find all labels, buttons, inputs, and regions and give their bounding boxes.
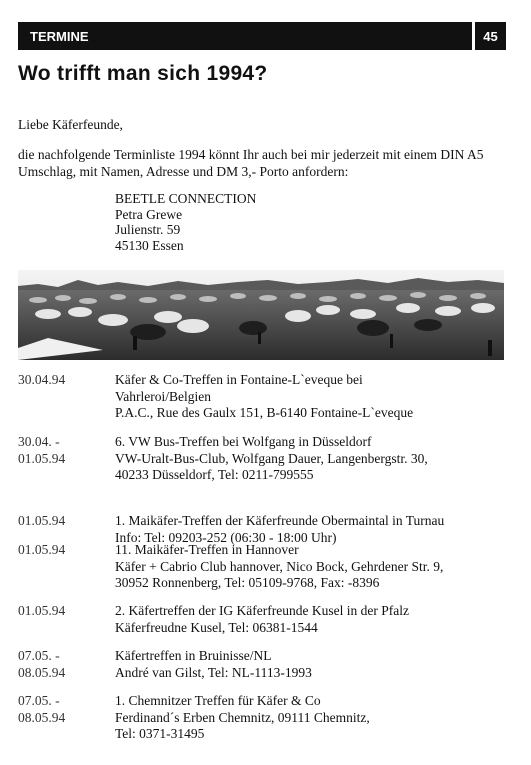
event-line: 40233 Düsseldorf, Tel: 0211-799555 <box>115 467 314 482</box>
address-line: Petra Grewe <box>115 206 183 222</box>
event-title: 6. VW Bus-Treffen bei Wolfgang in Düsseldorf <box>115 434 372 449</box>
event-date: 01.05.94 <box>18 603 66 618</box>
address-line: Julienstr. 59 <box>115 222 181 237</box>
event-line: Vahrleroi/Belgien <box>115 388 211 404</box>
event-line: 30952 Ronnenberg, Tel: 05109-9768, Fax: -8396 <box>115 575 380 590</box>
event-details <box>115 542 505 592</box>
page-number: 45 <box>475 22 506 50</box>
event-date: 01.05.94 <box>18 542 66 557</box>
section-title: TERMINE <box>18 22 472 50</box>
event-line: Ferdinand´s Erben Chemnitz, 09111 Chemnitz, <box>115 709 370 725</box>
address-line: BEETLE CONNECTION <box>115 191 257 206</box>
event-title: Käfer & Co-Treffen in Fontaine-L`eveque bei <box>115 372 363 387</box>
event-details <box>115 603 505 636</box>
event-line: Käferfreudne Kusel, Tel: 06381-1544 <box>115 619 318 635</box>
event-date: 07.05. - 08.05.94 <box>18 648 66 680</box>
event-line: Tel: 0371-31495 <box>115 726 205 741</box>
event-line: Käfer + Cabrio Club hannover, Nico Bock, Gehrdener Str. 9, <box>115 558 444 574</box>
event-title: 11. Maikäfer-Treffen in Hannover <box>115 542 299 557</box>
event-line: André van Gilst, Tel: NL-1113-1993 <box>115 664 312 680</box>
event-title: Käfertreffen in Bruinisse/NL <box>115 648 272 663</box>
event-date: 07.05. - 08.05.94 <box>18 693 66 725</box>
event-details <box>115 434 505 484</box>
event-title: 1. Chemnitzer Treffen für Käfer & Co <box>115 693 321 708</box>
event-details <box>115 693 505 743</box>
page-header <box>18 22 506 50</box>
page-title: Wo trifft man sich 1994? <box>18 62 268 85</box>
event-title: 2. Käfertreffen der IG Käferfreunde Kusel in der Pfalz <box>115 603 409 618</box>
car-meeting-panorama-photo <box>18 270 504 360</box>
event-date: 01.05.94 <box>18 513 66 528</box>
event-line: Info: Tel: 09203-252 (06:30 - 18:00 Uhr) <box>115 529 337 545</box>
contact-address <box>115 191 256 253</box>
event-details <box>115 648 505 681</box>
address-line: 45130 Essen <box>115 237 184 253</box>
event-title: 1. Maikäfer-Treffen der Käferfreunde Obermaintal in Turnau <box>115 513 445 528</box>
intro-paragraph: die nachfolgende Terminliste 1994 könnt Ihr auch bei mir jederzeit mit einem DIN A5 Umschlag, mit Namen, Adresse und DM 3,- Porto anfordern: <box>18 147 484 179</box>
event-line: P.A.C., Rue des Gaulx 151, B-6140 Fontaine-L`eveque <box>115 405 414 420</box>
greeting: Liebe Käferfeunde, <box>18 117 123 132</box>
event-details <box>115 372 505 422</box>
event-date: 30.04. - 01.05.94 <box>18 434 66 466</box>
event-date: 30.04.94 <box>18 372 66 387</box>
event-line: VW-Uralt-Bus-Club, Wolfgang Dauer, Langenbergstr. 30, <box>115 450 428 466</box>
